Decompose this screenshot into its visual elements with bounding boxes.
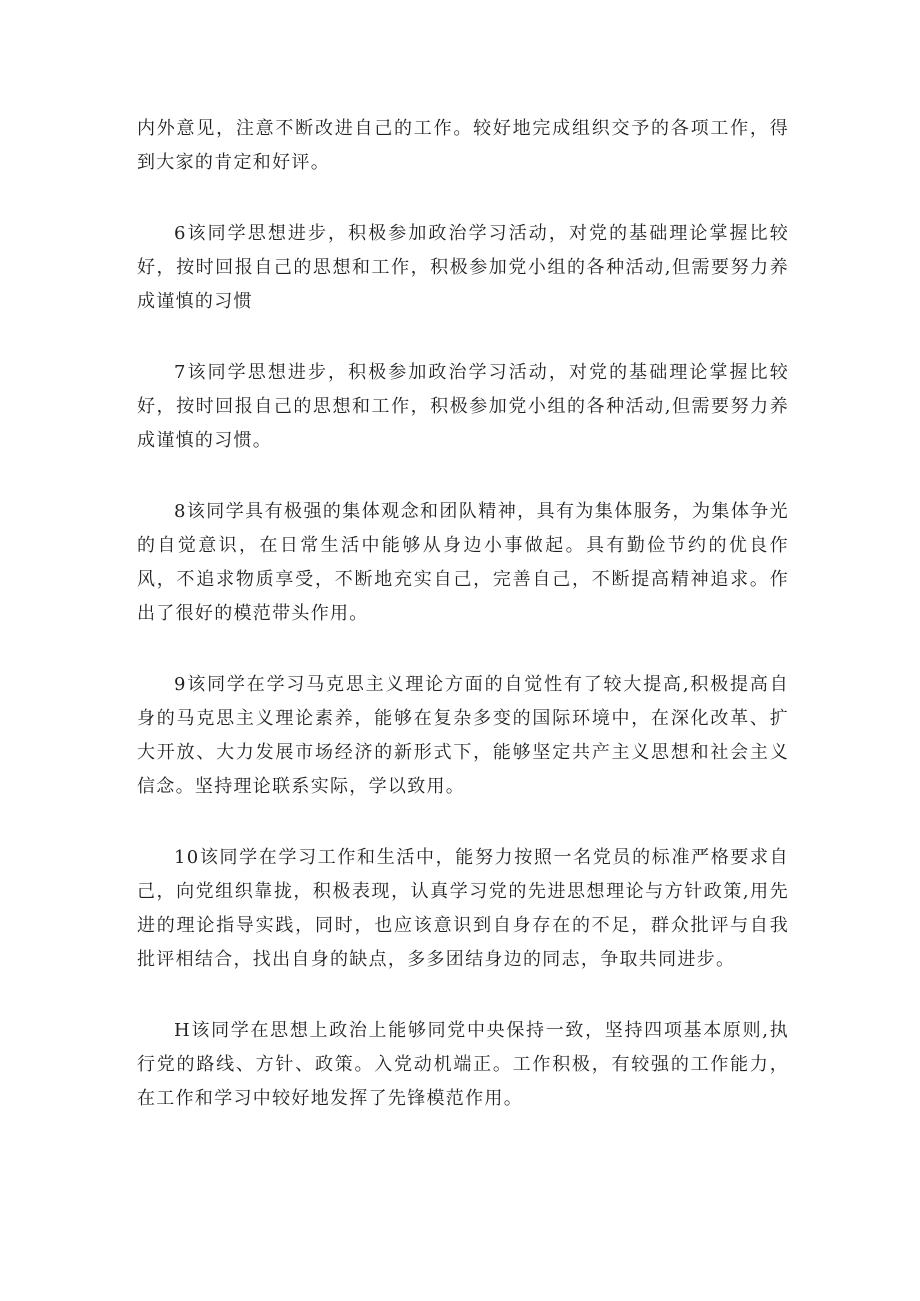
paragraph-6: 6该同学思想进步，积极参加政治学习活动，对党的基础理论掌握比较好，按时回报自己的思想和工作，积极参加党小组的各种活动,但需要努力养成谨慎的习惯: [137, 223, 789, 312]
paragraph-7: 7该同学思想进步，积极参加政治学习活动，对党的基础理论掌握比较好，按时回报自己的思想和工作，积极参加党小组的各种活动,但需要努力养成谨慎的习惯。: [137, 362, 789, 451]
document-body: [137, 112, 789, 1153]
paragraph-10: 10该同学在学习工作和生活中，能努力按照一名党员的标准严格要求自己，向党组织靠拢，积极表现，认真学习党的先进思想理论与方针政策,用先进的理论指导实践，同时，也应该意识到自身存在的不足，群众批评与自我批评相结合，找出自身的缺点，多多团结身边的同志，争取共同进步。: [137, 847, 789, 970]
paragraph-8: 8该同学具有极强的集体观念和团队精神，具有为集体服务，为集体争光的自觉意识，在日常生活中能够从身边小事做起。具有勤俭节约的优良作风，不追求物质享受，不断地充实自己，完善自己，不断提高精神追求。作出了很好的模范带头作用。: [137, 501, 789, 624]
paragraph-9: 9该同学在学习马克思主义理论方面的自觉性有了较大提高,积极提高自身的马克思主义理论素养，能够在复杂多变的国际环境中，在深化改革、扩大开放、大力发展市场经济的新形式下，能够坚定共产主义思想和社会主义信念。坚持理论联系实际，学以致用。: [137, 674, 789, 797]
paragraph-11: H该同学在思想上政治上能够同党中央保持一致，坚持四项基本原则,执行党的路线、方针、政策。入党动机端正。工作积极，有较强的工作能力，在工作和学习中较好地发挥了先锋模范作用。: [137, 1020, 789, 1109]
paragraph-continuation: 内外意见，注意不断改进自己的工作。较好地完成组织交予的各项工作，得到大家的肯定和好评。: [137, 118, 789, 173]
